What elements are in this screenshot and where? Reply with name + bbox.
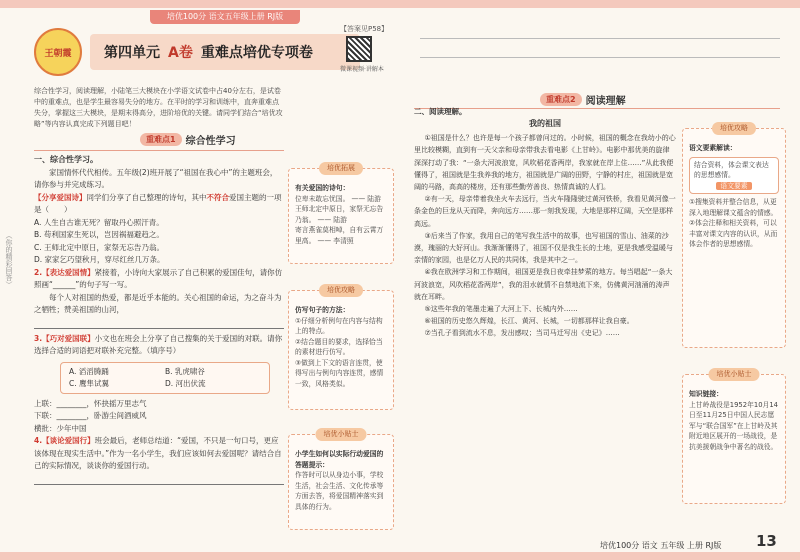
article-paragraph: ④我在欧洲学习和工作期间，祖国更是我日夜牵挂梦萦的地方。每当唱起“一条大河波浪宽，风吹稻花香两岸”，我的泪水就情不自禁地流下来，仿佛黄河汹涌的涛声就在耳畔。 <box>414 268 673 301</box>
box-title: 培优拓展 <box>319 162 363 175</box>
question-label: 3.【巧对爱国联】 <box>34 333 95 343</box>
page-header <box>90 34 360 70</box>
option-a[interactable]: A. 人生自古谁无死？留取丹心照汗青。 <box>34 217 164 227</box>
option-b[interactable]: B. 苟利国家生死以，岂因祸福避趋之。 <box>34 230 164 239</box>
box-title: 培优攻略 <box>712 122 756 135</box>
box-line: 结合资料，体会课文表达的思想感情。 <box>694 160 769 179</box>
article-paragraph: ⑦当孔子看到流水不息，发出感叹；当司马迁写出《史记》…… <box>424 329 620 338</box>
answer-line[interactable] <box>34 473 284 485</box>
divider <box>414 108 780 109</box>
article-paragraph: ⑤这些年我的笔墨走遍了大河上下、长城内外…… <box>424 305 578 314</box>
tip-box-expand <box>288 164 394 264</box>
box-line: ①搜集资料并整合信息，从更深入地理解课文蕴含的情感。 <box>689 198 778 217</box>
box-subtitle: 知识链接： <box>689 390 723 398</box>
word-scroll <box>60 362 270 394</box>
section-header-1 <box>140 130 236 148</box>
question-text: 紧接着，小诗向大家展示了自己积累的爱国佳句，请你仿照画“______”的句子写一写。 <box>34 267 283 289</box>
paragraph: 每个人对祖国的热爱，都是近乎本能的。关心祖国的命运，为之奋斗为之牺牲；赞美祖国的山河， <box>34 292 282 314</box>
question-text: 爱国主题的一项是（ ） <box>34 192 282 214</box>
paper-key: A卷 <box>168 45 193 61</box>
section-tag: 重难点2 <box>540 93 582 106</box>
option-c[interactable]: C. 王师北定中原日，家祭无忘告乃翁。 <box>34 242 165 252</box>
scroll-word: B. 乳虎啸谷 <box>165 366 205 376</box>
box-highlight <box>689 157 779 195</box>
scroll-word: A. 滔滔腾踊 <box>69 366 109 376</box>
question-label: 4.【谈论爱国行】 <box>34 436 95 445</box>
section-tag: 重难点1 <box>140 133 182 146</box>
article-title: 我的祖国 <box>529 119 561 128</box>
box-line: 王师北定中原日，家祭无忘告乃翁。 —— 陆游 <box>295 205 384 224</box>
box-line: 位卑未敢忘忧国。 —— 陆游 <box>295 194 381 203</box>
article-paragraph: ③后来当了作家，我用自己的笔写我生活中的故事，也写祖国的雪山、油菜的沙漠，瑰丽的大好河山。我渐渐懂得了，祖国不仅是我生长的土地，更是我感受温暖与亲情的家园，也是亿万人民的共同体，我是其中之一。 <box>414 231 673 265</box>
section-title: 阅读理解 <box>585 95 626 107</box>
box-title: 培优攻略 <box>319 284 363 297</box>
answer-line[interactable] <box>34 317 284 329</box>
box-subtitle: 语文要素解读： <box>689 144 737 152</box>
intro-text: 综合性学习，阅读理解，小陆笔三大模块在小学语文试卷中占40分左右，是试卷中的重难点，也是学生最容易失分的地方。在平时的学习和训练中，直奔重难点失分，掌握这三大模块，是期末得高分，进阶培优的关键。请同学们结合“培优攻略”等内容认真完成下列题目吧！ <box>34 87 283 128</box>
section-title: 综合性学习 <box>185 135 236 147</box>
emphasis: 不符合 <box>206 192 229 202</box>
section-header-2 <box>540 90 626 108</box>
tip-box-reading <box>682 124 786 348</box>
article-paragraph: ②有一天，母亲带着我坐火车去远行，当火车隆隆驶过黄河铁桥，我看见黄河像一条金色的巨龙从天而降，奔向远方……那一刻我发现，大地是那样辽阔，天空是那样高远。 <box>414 195 676 228</box>
box-subtitle: 仿写句子的方法： <box>295 306 350 314</box>
article-paragraph: ⑥祖国的历史悠久辉煌，长江、黄河、长城，一切都那样让我自豪。 <box>424 317 634 326</box>
tip-box-knowledge <box>682 370 786 504</box>
question-label: 2.【表达爱国情】 <box>34 267 95 277</box>
page-title: 重难点培优专项卷 <box>200 45 313 61</box>
brand-logo: 王朝霞 <box>34 28 82 76</box>
question-text: 班会最后，老师总结道：“爱国，不只是一句口号，更应该体现在现实生活中。”作为一名小学生，我们应该如何去爱国呢？请结合自己的实际情况，谈谈你的爱国行动。 <box>34 436 282 470</box>
box-subtitle: 有关爱国的诗句： <box>295 184 350 192</box>
top-strip <box>0 0 800 8</box>
box-subtitle: 小学生如何以实际行动爱国的答题提示： <box>295 450 384 469</box>
paragraph: 家国情怀代代相传。五年级(2)班开展了“祖国在我心中”的主题班会，请你参与并完成练习。 <box>34 167 278 189</box>
question-text: 小文也在班会上分享了自己搜集的关于爱国的对联。请你选择合适的词语把对联补充完整。（填序号） <box>34 333 283 355</box>
box-line: 寄言燕雀莫相啅，自有云霄万里高。 —— 李清照 <box>295 226 384 245</box>
couplet-up[interactable]: 上联：________，怀抉摇万里志气 <box>34 398 147 408</box>
box-line: ①仔细分析例句在内容与结构上的特点。 <box>295 316 383 335</box>
scroll-word: D. 河出伏流 <box>165 378 206 388</box>
option-d[interactable]: D. 家家乞巧望秋月，穿尽红丝几万条。 <box>34 255 165 264</box>
couplet-horizontal: 横批：少年中国 <box>34 423 87 433</box>
couplet-down[interactable]: 下联：________，卧游尘间酒威风 <box>34 411 147 420</box>
tip-box-note <box>288 430 394 530</box>
box-title: 培优小贴士 <box>316 428 367 441</box>
bottom-strip <box>0 552 800 560</box>
top-title: 培优100分 语文五年级上册 RJ版 <box>150 10 300 24</box>
left-column <box>34 154 284 485</box>
page-number: 13 <box>756 532 777 550</box>
binding-text: （你的精彩回答） <box>5 232 13 288</box>
box-line: 作答时可以从身边小事，学校生活，社会生活、文化传承等方面去答，将爱国精神落实到具体的行为。 <box>295 471 384 511</box>
unit-label: 第四单元 <box>104 45 160 61</box>
question-text: 同学们分享了自己整理的诗句，其中 <box>86 192 207 202</box>
answer-ref: 【答案见P58】 <box>340 25 389 33</box>
footer-text: 培优100分 语文 五年级 上册 RJ版 <box>600 541 722 550</box>
box-line: ③做到上下文的语言连贯，使得写出与例句内容连贯，感情一致，风格类似。 <box>295 358 384 388</box>
question-heading: 一、综合性学习。 <box>34 155 98 164</box>
question-heading: 二、阅读理解。 <box>414 107 467 116</box>
tip-box-strategy <box>288 286 394 410</box>
scroll-word: C. 鹰隼试翼 <box>69 378 110 388</box>
box-line: ②结合题目的要求，选择恰当的素材进行仿写。 <box>295 337 383 356</box>
reading-article <box>414 118 676 340</box>
article-paragraph: ①祖国是什么？也许是每一个孩子都曾问过的。小时候，祖国的概念在我幼小的心里比较模糊，直到有一天父亲和母亲带我去看电影《上甘岭》。电影中那优美的旋律深深打动了我：“一条大河波浪宽，风吹稻花香两岸，我家就在岸上住……”从此我便懂得了，祖国就是生我养我的地方，祖国就是广阔的田野，宁静的村庄，祖国就是宽阔的马路，高高的楼房，还有那些勤劳善良、热情真诚的人们。 <box>414 134 676 192</box>
box-title: 培优小贴士 <box>709 368 760 381</box>
qr-caption: 微课视频·讲解本 <box>340 66 384 73</box>
question-label: 【分享爱国诗】 <box>34 192 87 202</box>
answer-lines[interactable] <box>420 38 780 76</box>
divider <box>34 150 284 151</box>
box-line: ②体会注释和相关资料，可以丰富对课文内容的认识，从而体会作者的思想感情。 <box>689 219 778 248</box>
box-line: 上甘岭战役是1952年10月14日至11月25日中国人民志愿军与“联合国军”在上甘岭及其附近地区展开的一场战役，是抗美援朝战争中著名的战役。 <box>689 400 778 451</box>
qr-code[interactable] <box>346 36 372 62</box>
box-badge: 语文要素 <box>716 182 751 190</box>
